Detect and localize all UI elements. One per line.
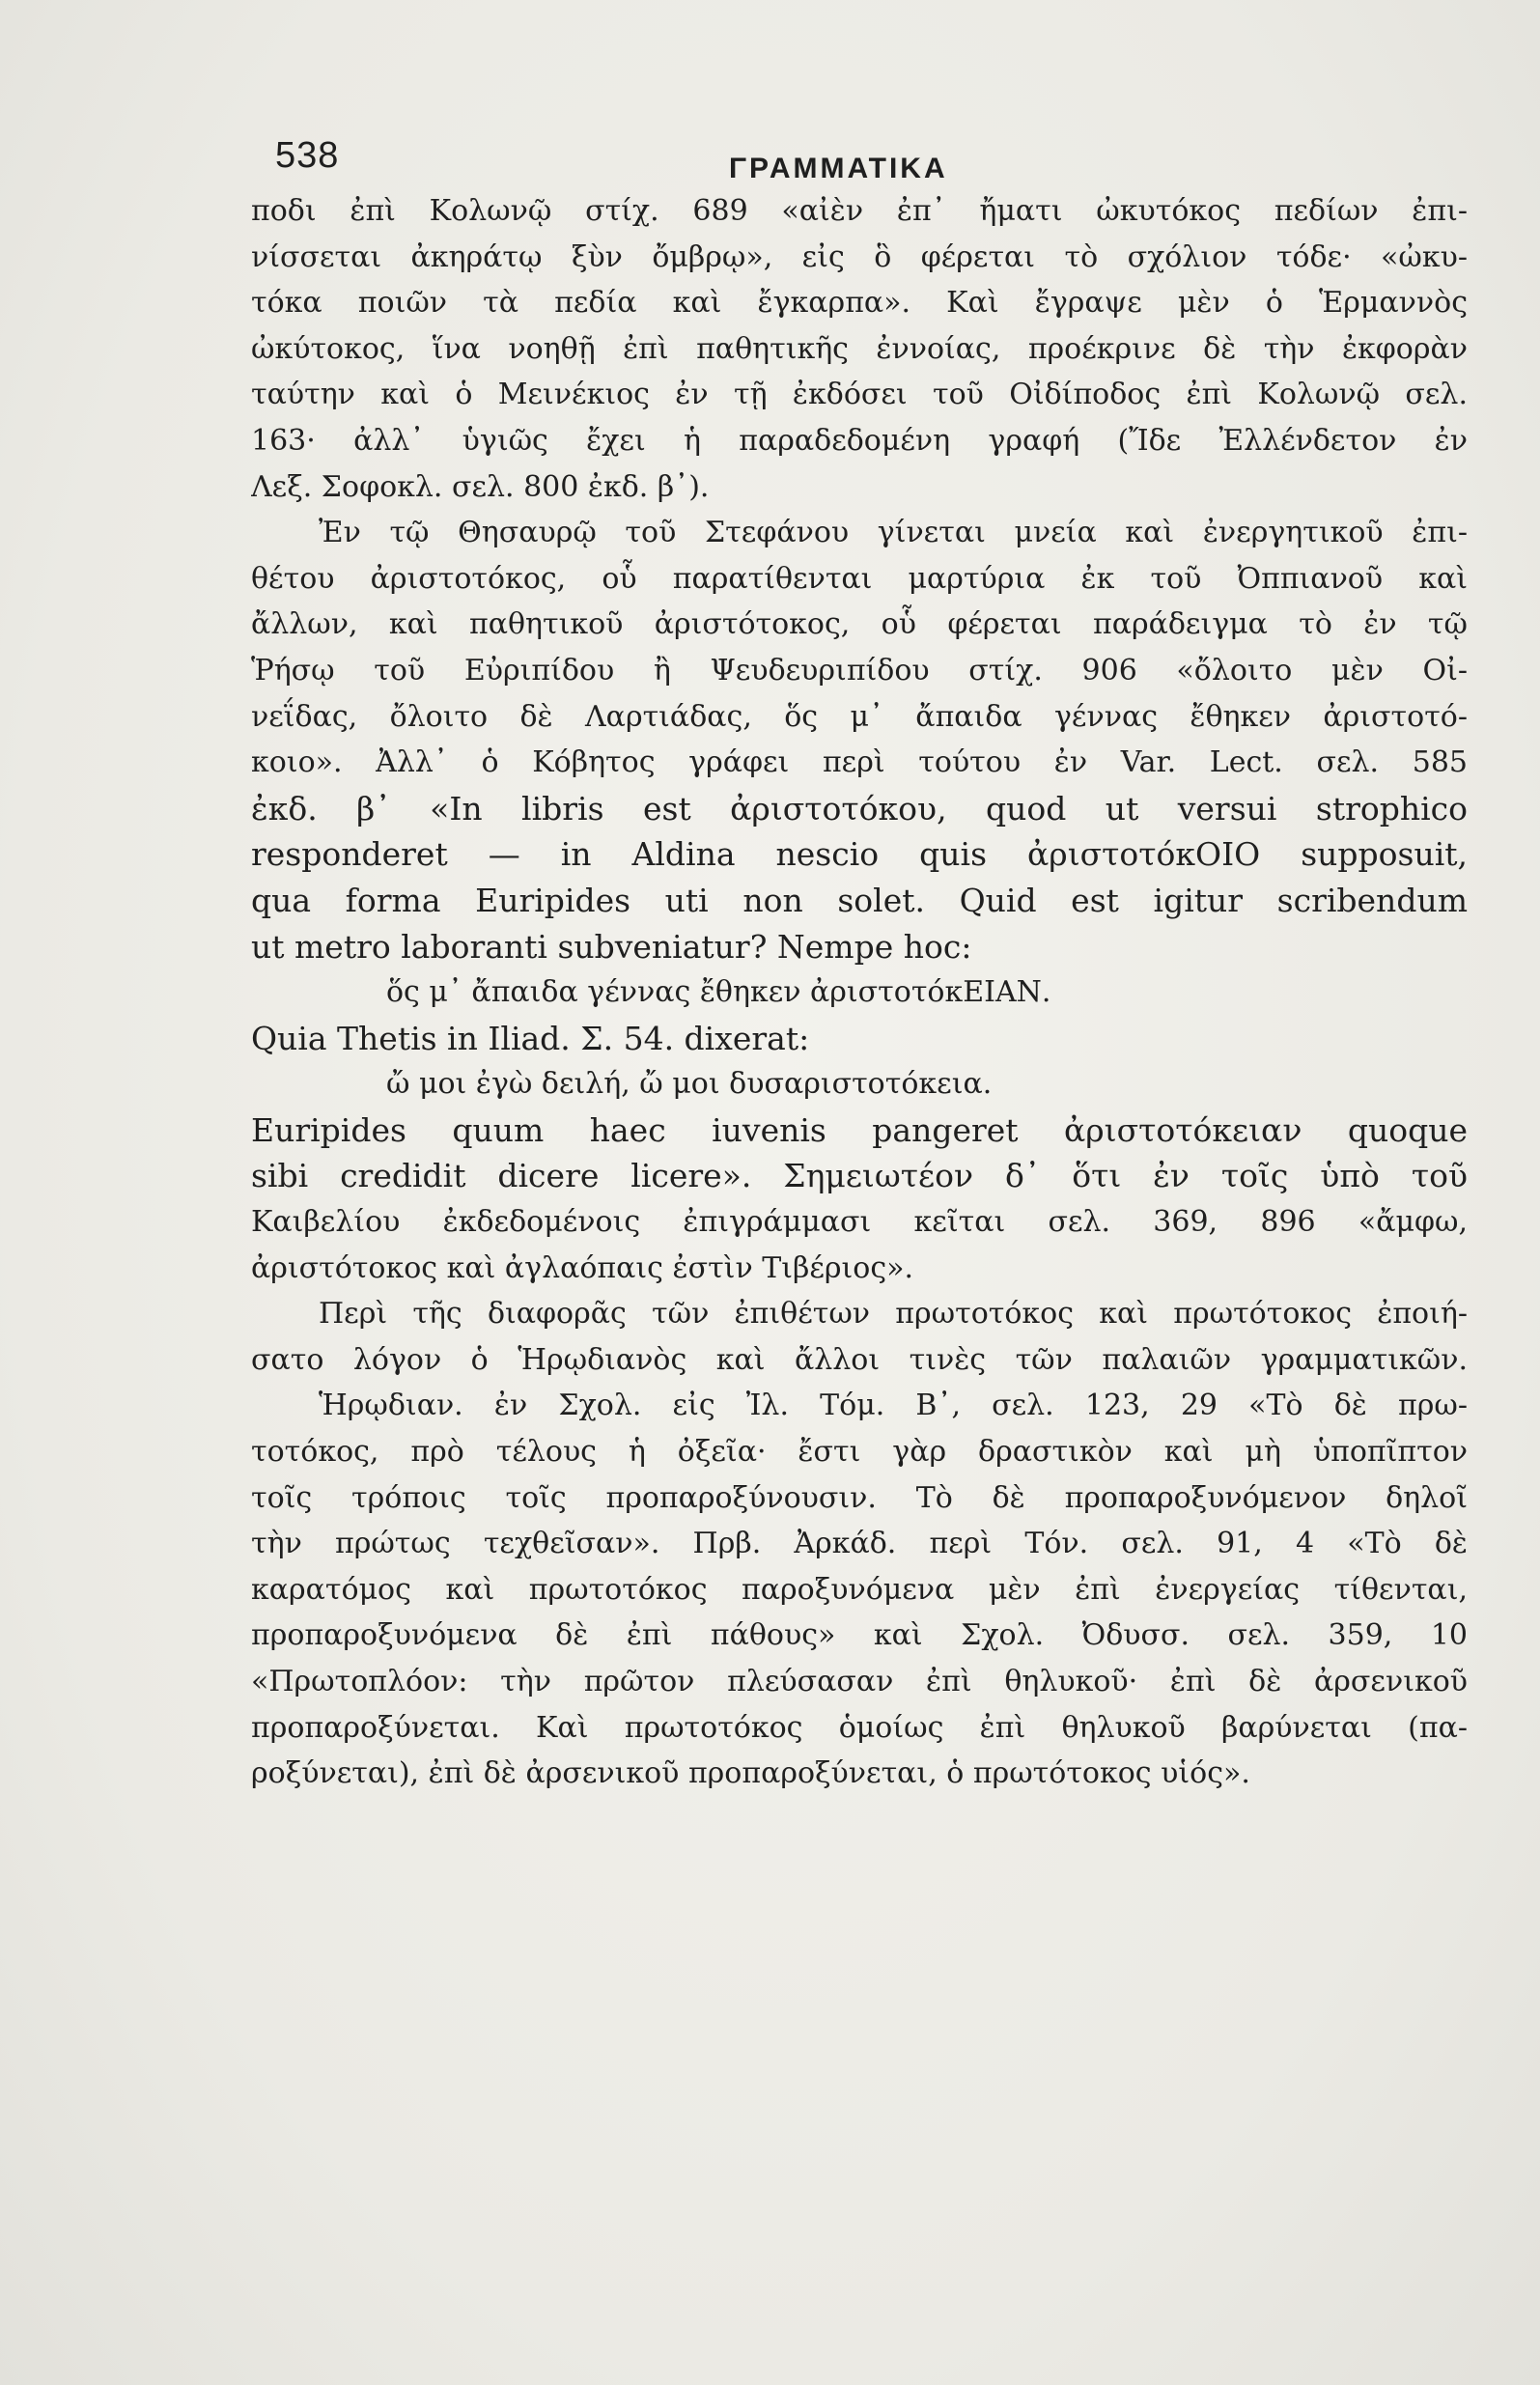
text-line: προπαροξυνόμενα δὲ ἐπὶ πάθους» καὶ Σχολ. Ὀδυσσ. σελ. 359, 10 — [251, 1618, 1468, 1653]
text-line: τὴν πρώτως τεχθεῖσαν». Πρβ. Ἀρκάδ. περὶ Τόν. σελ. 91, 4 «Τὸ δὲ — [251, 1527, 1468, 1561]
text-line: «Πρωτοπλόον: τὴν πρῶτον πλεύσασαν ἐπὶ θηλυκοῦ· ἐπὶ δὲ ἀρσενικοῦ — [251, 1665, 1468, 1698]
text-line: sibi credidit dicere licere». Σημειωτέον δ᾽ ὅτι ἐν τοῖς ὑπὸ τοῦ — [251, 1157, 1468, 1195]
text-line: responderet — in Aldina nescio quis ἀριστοτόκΟΙΟ supposuit, — [251, 835, 1468, 874]
text-line: τοῖς τρόποις τοῖς προπαροξύνουσιν. Τὸ δὲ προπαροξυνόμενον δηλοῖ — [251, 1480, 1468, 1515]
text-line: ὅς μ᾽ ἄπαιδα γέννας ἔθηκεν ἀριστοτόκΕΙΑΝ. — [386, 975, 1051, 1010]
text-line: 163· ἀλλ᾽ ὑγιῶς ἔχει ἡ παραδεδομένη γραφή (Ἴδε Ἐλλένδετον ἐν — [251, 423, 1468, 458]
text-line: κοιο». Ἀλλ᾽ ὁ Κόβητος γράφει περὶ τούτου ἐν Var. Lect. σελ. 585 — [251, 745, 1468, 780]
text-line: ταύτην καὶ ὁ Μεινέκιος ἐν τῇ ἐκδόσει τοῦ Οἰδίποδος ἐπὶ Κολωνῷ σελ. — [251, 378, 1468, 412]
text-line: ut metro laboranti subveniatur? Nempe hoc: — [251, 927, 972, 966]
text-line: Καιβελίου ἐκδεδομένοις ἐπιγράμμασι κεῖται σελ. 369, 896 «ἄμφω, — [251, 1205, 1468, 1240]
text-line: προπαροξύνεται. Καὶ πρωτοτόκος ὁμοίως ἐπὶ θηλυκοῦ βαρύνεται (πα- — [251, 1710, 1468, 1745]
text-line: νίσσεται ἀκηράτῳ ξὺν ὄμβρῳ», εἰς ὃ φέρεται τὸ σχόλιον τόδε· «ὠκυ- — [251, 239, 1468, 274]
text-line: Περὶ τῆς διαφορᾶς τῶν ἐπιθέτων πρωτοτόκος καὶ πρωτότοκος ἐποιή- — [319, 1297, 1468, 1332]
text-line: qua forma Euripides uti non solet. Quid est igitur scribendum — [251, 881, 1468, 919]
text-line: Ἐν τῷ Θησαυρῷ τοῦ Στεφάνου γίνεται μνεία καὶ ἐνεργητικοῦ ἐπι- — [319, 516, 1468, 550]
text-line: ἄλλων, καὶ παθητικοῦ ἀριστότοκος, οὗ φέρεται παράδειγμα τὸ ἐν τῷ — [251, 607, 1468, 642]
text-line: Λεξ. Σοφοκλ. σελ. 800 ἐκδ. β᾽). — [251, 469, 710, 504]
page-header — [275, 135, 1463, 193]
text-line: ροξύνεται), ἐπὶ δὲ ἀρσενικοῦ προπαροξύνεται, ὁ πρωτότοκος υἱός». — [251, 1756, 1250, 1791]
text-line: Ἡρῳδιαν. ἐν Σχολ. εἰς Ἰλ. Τόμ. Β᾽, σελ. 123, 29 «Τὸ δὲ πρω- — [319, 1389, 1468, 1423]
running-title: ΓΡΑΜΜΑΤΙΚΑ — [729, 153, 948, 184]
page-number: 538 — [275, 135, 340, 176]
text-line: Quia Thetis in Iliad. Σ. 54. dixerat: — [251, 1019, 810, 1057]
text-line: καρατόμος καὶ πρωτοτόκος παροξυνόμενα μὲν ἐπὶ ἐνεργείας τίθενται, — [251, 1572, 1468, 1607]
text-line: Ῥήσῳ τοῦ Εὐριπίδου ἢ Ψευδευριπίδου στίχ. 906 «ὄλοιτο μὲν Οἰ- — [251, 653, 1468, 687]
text-line: θέτου ἀριστοτόκος, οὗ παρατίθενται μαρτύρια ἐκ τοῦ Ὀππιανοῦ καὶ — [251, 561, 1468, 596]
text-line: ὠκύτοκος, ἵνα νοηθῇ ἐπὶ παθητικῆς ἐννοίας, προέκρινε δὲ τὴν ἐκφορὰν — [251, 331, 1468, 366]
text-line: ἐκδ. β᾽ «In libris est ἀριστοτόκου, quod ut versui strophico — [251, 789, 1468, 828]
text-line: τοτόκος, πρὸ τέλους ἡ ὀξεῖα· ἔστι γὰρ δραστικὸν καὶ μὴ ὑποπῖπτον — [251, 1435, 1468, 1470]
text-line: τόκα ποιῶν τὰ πεδία καὶ ἔγκαρπα». Καὶ ἔγραψε μὲν ὁ Ἑρμαννὸς — [251, 286, 1468, 321]
text-line: σατο λόγον ὁ Ἡρῳδιανὸς καὶ ἄλλοι τινὲς τῶν παλαιῶν γραμματικῶν. — [251, 1342, 1468, 1377]
text-line: ἀριστότοκος καὶ ἀγλαόπαις ἐστὶν Τιβέριος». — [251, 1250, 914, 1285]
text-line: ποδι ἐπὶ Κολωνῷ στίχ. 689 «αἰὲν ἐπ᾽ ἤματι ὠκυτόκος πεδίων ἐπι- — [251, 194, 1468, 228]
text-line: ὤ μοι ἐγὼ δειλή, ὤ μοι δυσαριστοτόκεια. — [386, 1067, 993, 1102]
text-line: νεΐδας, ὄλοιτο δὲ Λαρτιάδας, ὅς μ᾽ ἄπαιδα γέννας ἔθηκεν ἀριστοτό- — [251, 699, 1468, 734]
text-line: Euripides quum haec iuvenis pangeret ἀριστοτόκειαν quoque — [251, 1110, 1468, 1149]
body-text — [251, 188, 1468, 2119]
